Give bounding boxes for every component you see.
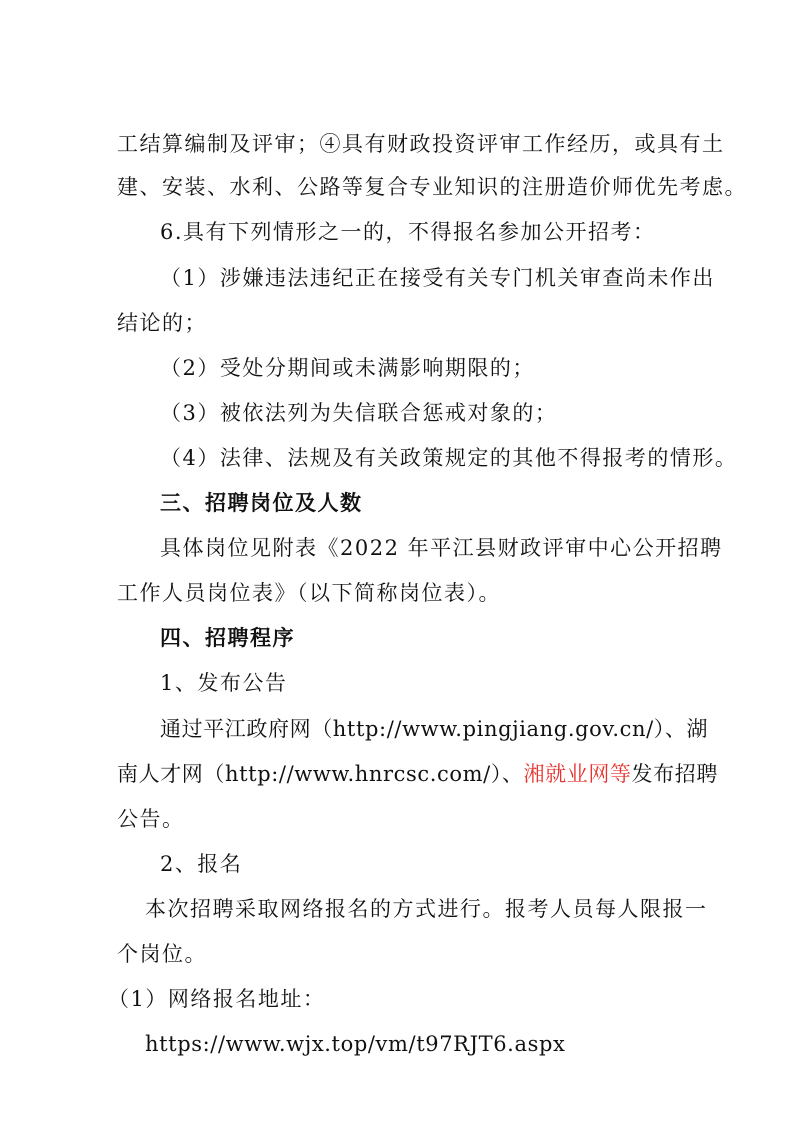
paragraph-text: 南人才网（http://www.hnrcsc.com/）、 — [117, 762, 524, 786]
list-item-continued: 结论的； — [117, 311, 207, 335]
paragraph-line: 建、安装、水利、公路等复合专业知识的注册造价师优先考虑。 — [117, 175, 747, 199]
list-item: （2）受处分期间或未满影响期限的； — [160, 356, 535, 380]
section-heading: 四、招聘程序 — [160, 626, 295, 650]
list-item: （1）网络报名地址： — [108, 987, 326, 1011]
paragraph-line: 6.具有下列情形之一的，不得报名参加公开招考： — [160, 220, 656, 244]
paragraph-line: 个岗位。 — [117, 942, 207, 966]
paragraph-line: 工结算编制及评审；④具有财政投资评审工作经历，或具有土 — [117, 132, 725, 156]
list-item: （4）法律、法规及有关政策规定的其他不得报考的情形。 — [160, 446, 738, 470]
paragraph-line: 本次招聘采取网络报名的方式进行。报考人员每人限报一 — [145, 897, 708, 921]
list-item: （1）涉嫌违法违纪正在接受有关专门机关审查尚未作出 — [160, 266, 715, 290]
paragraph-line — [117, 761, 718, 787]
paragraph-line: 具体岗位见附表《2022 年平江县财政评审中心公开招聘 — [160, 536, 723, 560]
highlighted-text: 湘就业网等 — [523, 762, 632, 786]
list-item: （3）被依法列为失信联合惩戒对象的； — [160, 401, 558, 425]
paragraph-line: 公告。 — [117, 807, 185, 831]
registration-url: https://www.wjx.top/vm/t97RJT6.aspx — [145, 1032, 566, 1056]
subsection-heading: 1、发布公告 — [160, 671, 288, 695]
subsection-heading: 2、报名 — [160, 852, 243, 876]
section-heading: 三、招聘岗位及人数 — [160, 491, 363, 515]
paragraph-line: 工作人员岗位表》（以下简称岗位表）。 — [117, 581, 501, 605]
paragraph-text: 发布招聘 — [631, 762, 718, 786]
paragraph-line: 通过平江政府网（http://www.pingjiang.gov.cn/）、湖 — [160, 717, 709, 741]
